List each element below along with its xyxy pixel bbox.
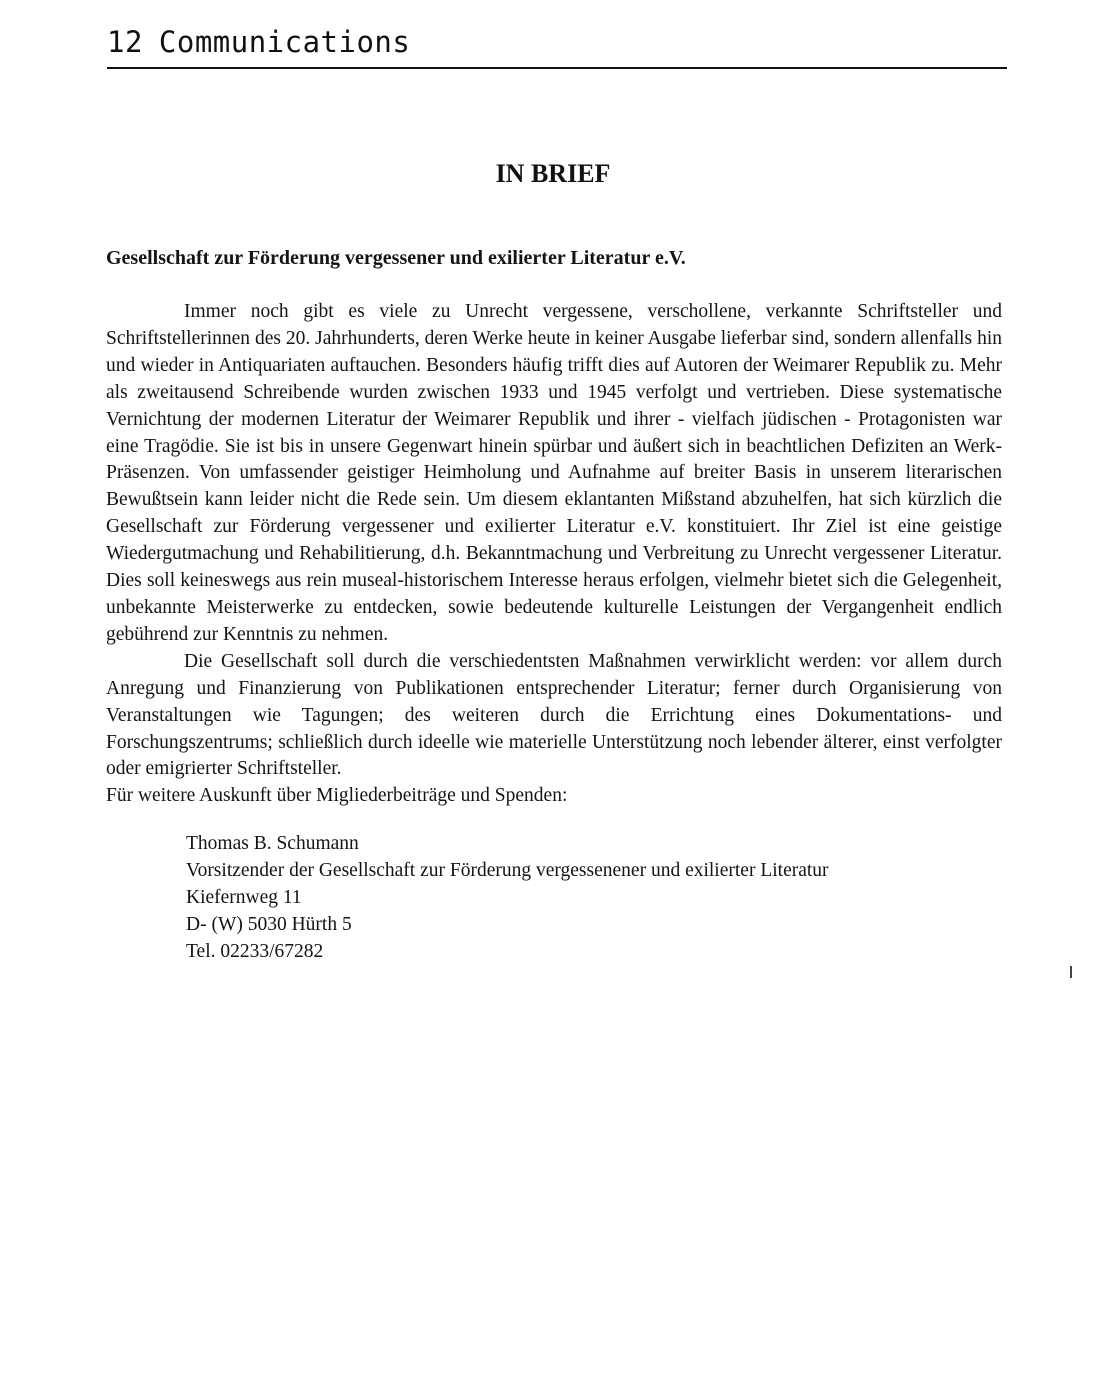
running-header	[107, 22, 1007, 72]
article-heading: Gesellschaft zur Förderung vergessener und exilierter Literatur e.V.	[106, 247, 686, 269]
section-title: IN BRIEF	[495, 159, 611, 188]
header-rule	[107, 67, 1007, 69]
paragraph: Immer noch gibt es viele zu Unrecht vergessene, verschollene, verkannte Schriftsteller und Schriftstellerinnen des 20. Jahrhunderts, deren Werke heute in keiner Ausgabe lieferbar sind, sondern allenfalls hin und wieder in Antiquariaten auftauchen. Besonders häufig trifft dies auf Autoren der Weimarer Republik zu. Mehr als zweitausend Schreibende wurden zwischen 1933 und 1945 verfolgt und vertrieben. Diese systematische Vernichtung der modernen Literatur der Weimarer Republik und ihrer - vielfach jüdischen - Protagonisten war eine Tragödie. Sie ist bis in unsere Gegenwart hinein spürbar und äußert sich in beachtlichen Defiziten an Werk-Präsenzen. Von umfassender geistiger Heimholung und Aufnahme auf breiter Basis in unserem literarischen Bewußtsein kann leider nicht die Rede sein. Um diesem eklantanten Mißstand abzuhelfen, hat sich kürzlich die Gesellschaft zur Förderung vergessener und exilierter Literatur e.V. konstituiert. Ihr Ziel ist eine geistige Wiedergutmachung und Rehabilitierung, d.h. Bekanntmachung und Verbreitung zu Unrecht vergessener Literatur. Dies soll keineswegs aus rein museal-historischem Interesse heraus erfolgen, vielmehr bietet sich die Gelegenheit, unbekannte Meisterwerke zu entdecken, sowie bedeutende kulturelle Leistungen der Vergangenheit endlich gebührend zur Kenntnis zu nehmen.	[106, 301, 1002, 645]
contact-address	[186, 830, 1002, 965]
closing-line: Für weitere Auskunft über Migliederbeiträge und Spenden:	[106, 785, 568, 807]
contact-street: Kiefernweg 11	[186, 887, 302, 909]
contact-phone: Tel. 02233/67282	[186, 941, 324, 963]
running-header-text	[107, 22, 410, 62]
article	[106, 244, 1002, 965]
contact-name: Thomas B. Schumann	[186, 833, 359, 855]
contact-role: Vorsitzender der Gesellschaft zur Förderung vergessenener und exilierter Literatur	[186, 860, 829, 882]
scan-mark	[1070, 966, 1072, 978]
page-number: 12	[107, 25, 143, 59]
paragraph: Die Gesellschaft soll durch die verschiedentsten Maßnahmen verwirklicht werden: vor allem durch Anregung und Finanzierung von Publikationen entsprechender Literatur; ferner durch Organisierung von Veranstaltungen wie Tagungen; des weiteren durch die Errichtung eines Dokumentations- und Forschungszentrums; schließlich durch ideelle wie materielle Unterstützung noch lebender älterer, einst verfolgter oder emigrierter Schriftsteller.	[106, 650, 1002, 780]
contact-city: D- (W) 5030 Hürth 5	[186, 914, 352, 936]
section-name: Communications	[158, 25, 411, 59]
